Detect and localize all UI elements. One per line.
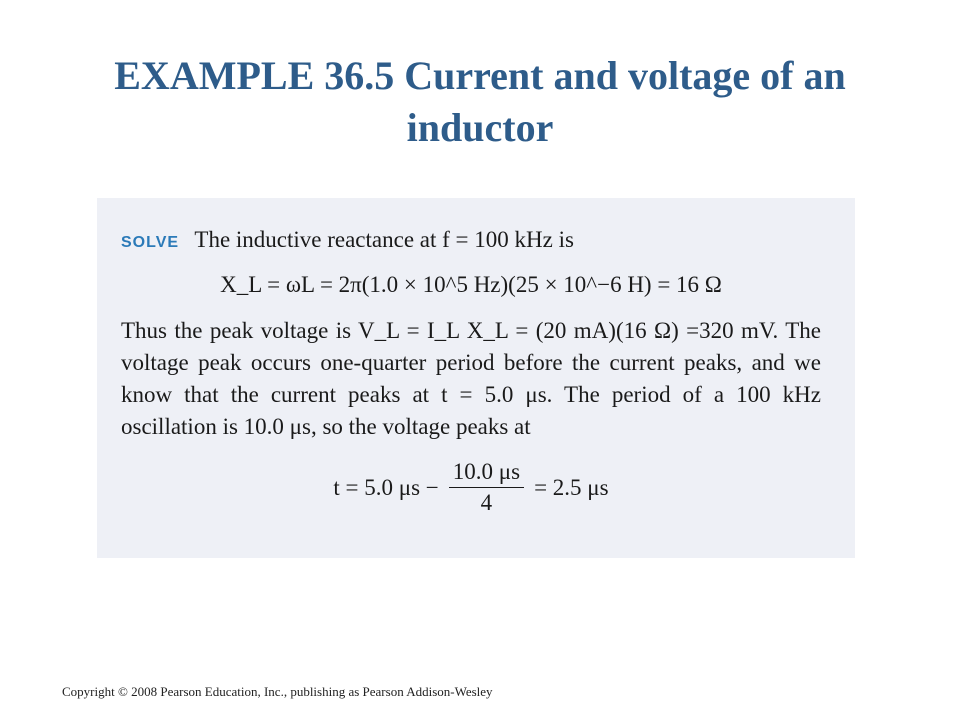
equation-lhs: t = 5.0 μs − xyxy=(333,474,439,500)
voltage-peak-explanation: The voltage peak occurs one-quarter period before the current peaks, and we know that the current peaks at t = 5.0 μs. The period of a 100 kHz oscillation is 10.0 μs, so the voltage peaks at xyxy=(121,318,821,439)
fraction xyxy=(449,459,524,516)
solution-content xyxy=(121,224,821,516)
solution-paragraph xyxy=(121,315,821,443)
copyright-notice: Copyright © 2008 Pearson Education, Inc., publishing as Pearson Addison-Wesley xyxy=(62,684,493,699)
solve-intro-text: The inductive reactance at f = 100 kHz is xyxy=(194,227,574,252)
solve-intro-line xyxy=(121,224,821,259)
fraction-numerator: 10.0 μs xyxy=(449,459,524,488)
voltage-peak-time-equation xyxy=(121,459,821,516)
solution-panel xyxy=(97,198,855,558)
peak-voltage-sentence: Thus the peak voltage is V_L = I_L X_L = (20 mA)(16 Ω) =320 mV. xyxy=(121,318,779,343)
solve-label: SOLVE xyxy=(121,234,180,251)
equation-rhs: = 2.5 μs xyxy=(534,474,609,500)
slide-title: EXAMPLE 36.5 Current and voltage of an inductor xyxy=(114,53,846,150)
reactance-equation: X_L = ωL = 2π(1.0 × 10^5 Hz)(25 × 10^−6 H) = 16 Ω xyxy=(220,272,722,297)
fraction-denominator: 4 xyxy=(480,490,493,515)
